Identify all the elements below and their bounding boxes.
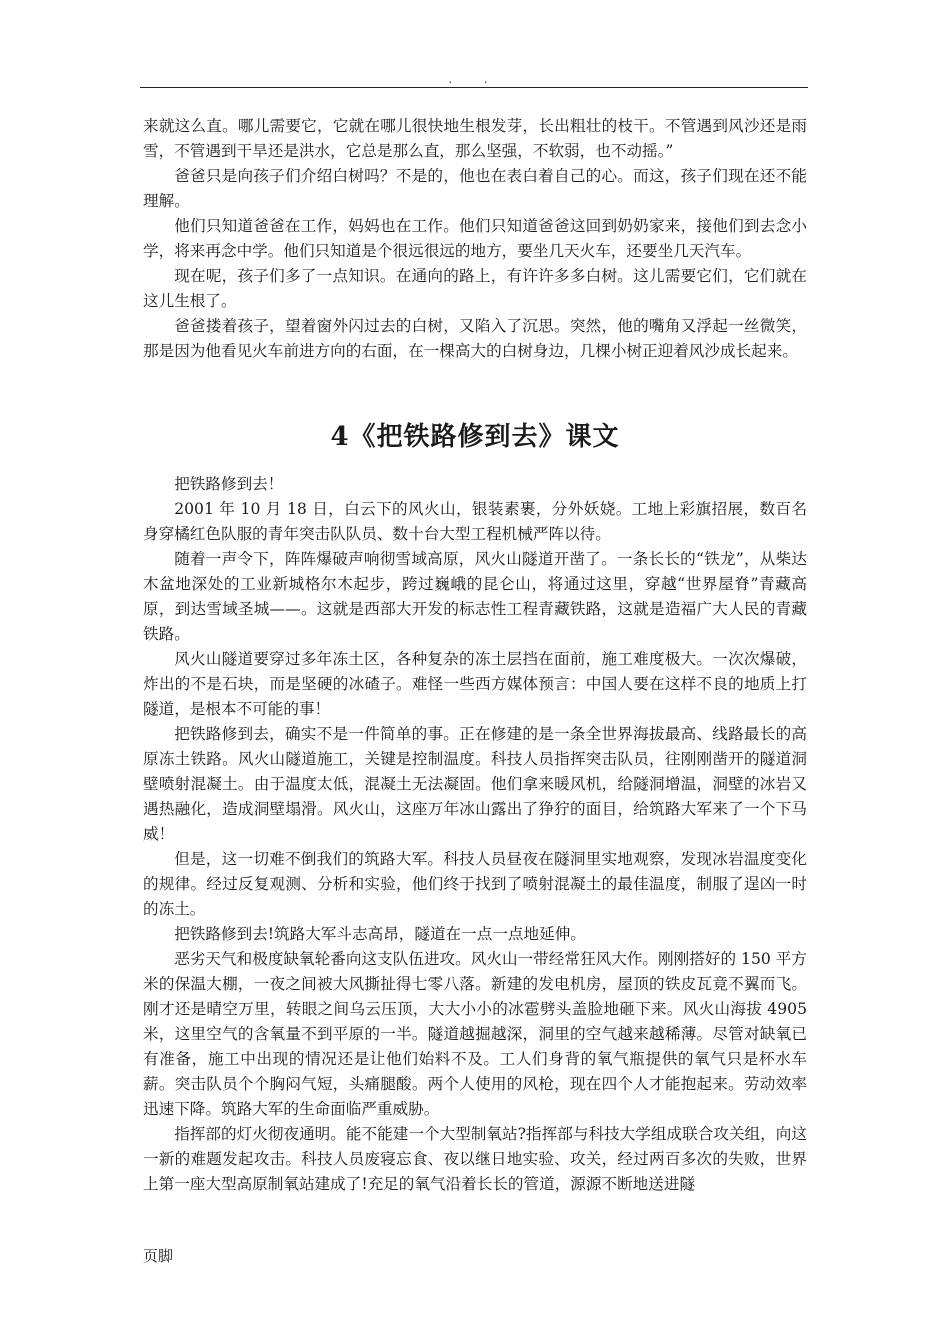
page-footer: 页脚 bbox=[143, 1247, 174, 1265]
paragraph: 指挥部的灯火彻夜通明。能不能建一个大型制氧站?指挥部与科技大学组成联合攻关组，向这一新的难题发起攻击。科技人员废寝忘食、夜以继日地实验、攻关，经过两百多次的失败，世界上第一座大型高原制氧站建成了!充足的氧气沿着长长的管道，源源不断地送进隧 bbox=[143, 1125, 807, 1193]
paragraph: 但是，这一切难不倒我们的筑路大军。科技人员昼夜在隧洞里实地观察，发现冰岩温度变化的规律。经过反复观测、分析和实验，他们终于找到了喷射混凝土的最佳温度，制服了逞凶一时的冻土。 bbox=[143, 850, 807, 918]
paragraph: 现在呢，孩子们多了一点知识。在通向的路上，有许许多多白树。这儿需要它们，它们就在这儿生根了。 bbox=[143, 267, 807, 310]
header-rule bbox=[140, 87, 808, 88]
paragraph: 把铁路修到去！ bbox=[174, 475, 284, 493]
paragraph: 来就这么直。哪儿需要它，它就在哪儿很快地生根发芽，长出粗壮的枝干。不管遇到风沙还是雨雪，不管遇到干旱还是洪水，它总是那么直，那么坚强，不软弱，也不动摇。” bbox=[143, 117, 807, 160]
article-title: 4《把铁路修到去》课文 bbox=[330, 422, 620, 452]
paragraph: 恶劣天气和极度缺氧轮番向这支队伍进攻。风火山一带经常狂风大作。刚刚搭好的 150 平方米的保温大棚，一夜之间被大风撕扯得七零八落。新建的发电机房，屋顶的铁皮瓦竟不翼而飞。刚才还是晴空万里，转眼之间乌云压顶，大大小小的冰雹劈头盖脸地砸下来。风火山海拔 4905 米，这里空气的含氧量不到平原的一半。隧道越掘越深，洞里的空气越来越稀薄。尽管对缺氧已有准备，施工中出现的情况还是让他们始料不及。工人们身背的氧气瓶提供的氧气只是杯水车薪。突击队员个个胸闷气短，头痛腿酸。两个人使用的风枪，现在四个人才能抱起来。劳动效率迅速下降。筑路大军的生命面临严重威胁。 bbox=[143, 950, 807, 1118]
header-dots: . . bbox=[448, 72, 502, 86]
paragraph: 把铁路修到去!筑路大军斗志高昂，隧道在一点一点地延伸。 bbox=[174, 925, 586, 943]
paragraph: 爸爸只是向孩子们介绍白树吗？不是的，他也在表白着自己的心。而这，孩子们现在还不能理解。 bbox=[143, 167, 807, 210]
paragraph: 风火山隧道要穿过多年冻土区，各种复杂的冻土层挡在面前，施工难度极大。一次次爆破，炸出的不是石块，而是坚硬的冰碴子。难怪一些西方媒体预言：中国人要在这样不良的地质上打隧道，是根本不可能的事！ bbox=[143, 650, 807, 718]
page-content bbox=[143, 114, 807, 1197]
paragraph: 随着一声令下，阵阵爆破声响彻雪域高原，风火山隧道开凿了。一条长长的“铁龙”，从柴达木盆地深处的工业新城格尔木起步，跨过巍峨的昆仑山，将通过这里，穿越“世界屋脊”青藏高原，到达雪域圣城——。这就是西部大开发的标志性工程青藏铁路，这就是造福广大人民的青藏铁路。 bbox=[143, 550, 807, 643]
paragraph: 把铁路修到去，确实不是一件简单的事。正在修建的是一条全世界海拔最高、线路最长的高原冻土铁路。风火山隧道施工，关键是控制温度。科技人员指挥突击队员，往刚刚凿开的隧道洞壁喷射混凝土。由于温度太低，混凝土无法凝固。他们拿来暖风机，给隧洞增温，洞壁的冰岩又遇热融化，造成洞壁塌滑。风火山，这座万年冰山露出了狰狞的面目，给筑路大军来了一个下马威！ bbox=[143, 725, 807, 843]
paragraph: 爸爸搂着孩子，望着窗外闪过去的白树，又陷入了沉思。突然，他的嘴角又浮起一丝微笑，那是因为他看见火车前进方向的右面，在一棵高大的白树身边，几棵小树正迎着风沙成长起来。 bbox=[143, 317, 807, 360]
paragraph: 他们只知道爸爸在工作，妈妈也在工作。他们只知道爸爸这回到奶奶家来，接他们到去念小学，将来再念中学。他们只知道是个很远很远的地方，要坐几天火车，还要坐几天汽车。 bbox=[143, 217, 807, 260]
paragraph: 2001 年 10 月 18 日，白云下的风火山，银装素裹，分外妖娆。工地上彩旗招展，数百名身穿橘红色队服的青年突击队队员、数十台大型工程机械严阵以待。 bbox=[143, 500, 807, 543]
